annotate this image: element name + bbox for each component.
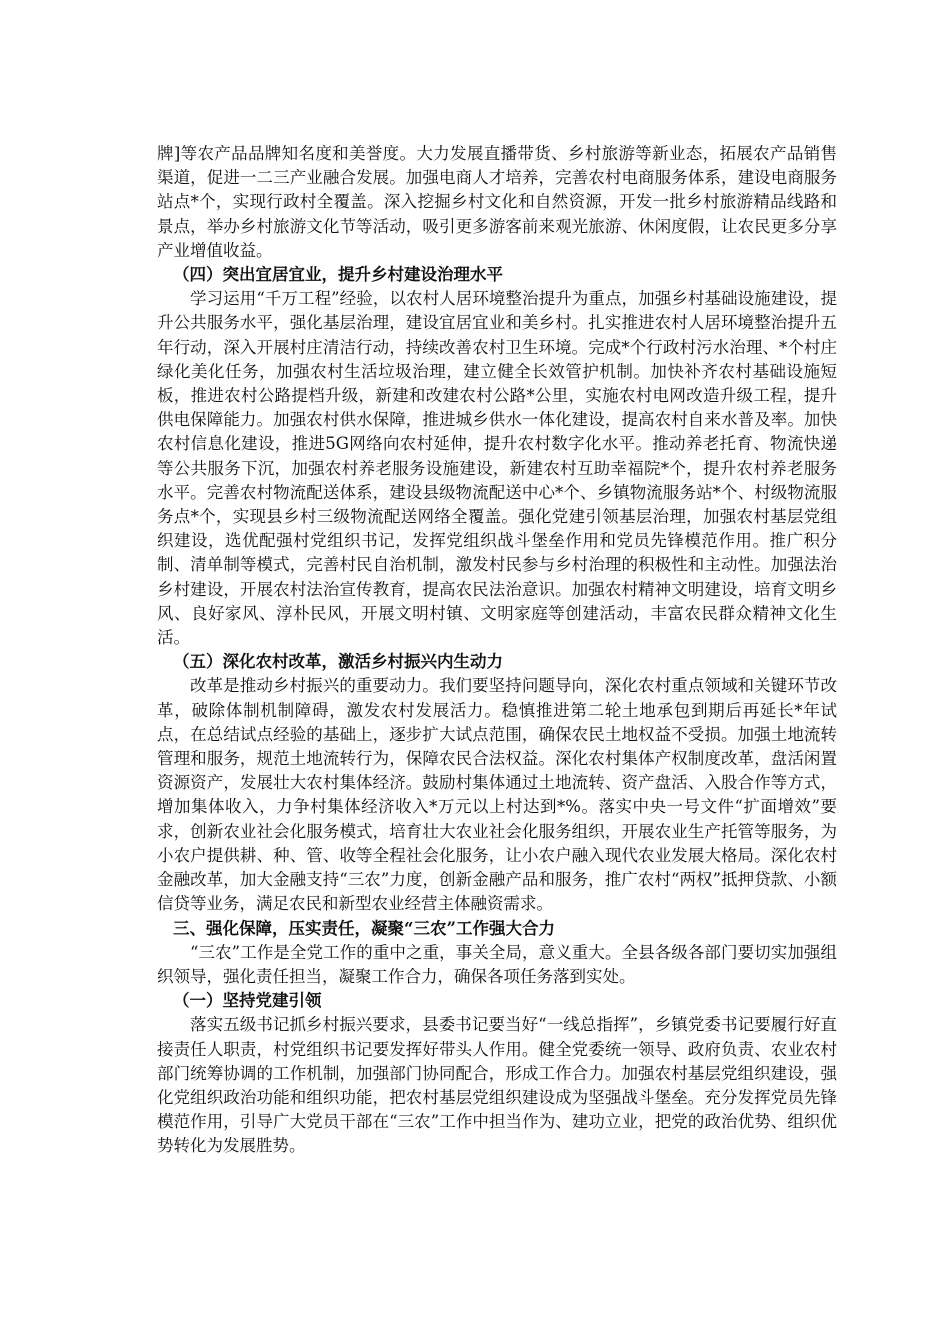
subsection-heading-4: （四）突出宜居宜业，提升乡村建设治理水平 [173, 265, 503, 285]
body-paragraph-continued: 牌]等农产品品牌知名度和美誉度。大力发展直播带货、乡村旅游等新业态，拓展农产品销售渠道，促进一二三产业融合发展。加强电商人才培养，完善农村电商服务体系，建设电商服务站点*个，实现行政村全覆盖。深入挖掘乡村文化和自然资源，开发一批乡村旅游精品线路和景点，举办乡村旅游文化节等活动，吸引更多游客前来观光旅游、休闲度假，让农民更多分享产业增值收益。 [157, 144, 837, 260]
section-heading-3: 三、强化保障，压实责任，凝聚“三农”工作强大合力 [173, 918, 555, 938]
subsection-heading-1: （一）坚持党建引领 [173, 991, 322, 1011]
body-paragraph: 学习运用“千万工程”经验，以农村人居环境整治提升为重点，加强乡村基础设施建设，提升公共服务水平，强化基层治理，建设宜居宜业和美乡村。扎实推进农村人居环境整治提升五年行动，深入开展村庄清洁行动，持续改善农村卫生环境。完成*个行政村污水治理、*个村庄绿化美化任务，加强农村生活垃圾治理，建立健全长效管护机制。加快补齐农村基础设施短板，推进农村公路提档升级，新建和改建农村公路*公里，实施农村电网改造升级工程，提升供电保障能力。加强农村供水保障，推进城乡供水一体化建设，提高农村自来水普及率。加快农村信息化建设，推进5G网络向农村延伸，提升农村数字化水平。推动养老托育、物流快递等公共服务下沉，加强农村养老服务设施建设，新建农村互助幸福院*个，提升农村养老服务水平。完善农村物流配送体系，建设县级物流配送中心*个、乡镇物流服务站*个、村级物流服务点*个，实现县乡村三级物流配送网络全覆盖。强化党建引领基层治理，加强农村基层党组织建设，选优配强村党组织书记，发挥党组织战斗堡垒作用和党员先锋模范作用。推广积分制、清单制等模式，完善村民自治机制，激发村民参与乡村治理的积极性和主动性。加强法治乡村建设，开展农村法治宣传教育，提高农民法治意识。加强农村精神文明建设，培育文明乡风、良好家风、淳朴民风，开展文明村镇、文明家庭等创建活动，丰富农民群众精神文化生活。 [157, 289, 837, 648]
subsection-heading-5: （五）深化农村改革，激活乡村振兴内生动力 [173, 652, 503, 672]
document-page [157, 142, 837, 1159]
body-paragraph: 改革是推动乡村振兴的重要动力。我们要坚持问题导向，深化农村重点领域和关键环节改革，破除体制机制障碍，激发农村发展活力。稳慎推进第二轮土地承包到期后再延长*年试点，在总结试点经验的基础上，逐步扩大试点范围，确保农民土地权益不受损。加强土地流转管理和服务，规范土地流转行为，保障农民合法权益。深化农村集体产权制度改革，盘活闲置资源资产，发展壮大农村集体经济。鼓励村集体通过土地流转、资产盘活、入股合作等方式，增加集体收入，力争村集体经济收入*万元以上村达到*%。落实中央一号文件“扩面增效”要求，创新农业社会化服务模式，培育壮大农业社会化服务组织，开展农业生产托管等服务，为小农户提供耕、种、管、收等全程社会化服务，让小农户融入现代农业发展大格局。深化农村金融改革，加大金融支持“三农”力度，创新金融产品和服务，推广农村“两权”抵押贷款、小额信贷等业务，满足农民和新型农业经营主体融资需求。 [157, 676, 837, 914]
body-paragraph: 落实五级书记抓乡村振兴要求，县委书记要当好“一线总指挥”，乡镇党委书记要履行好直接责任人职责，村党组织书记要发挥好带头人作用。健全党委统一领导、政府负责、农业农村部门统筹协调的工作机制，加强部门协同配合，形成工作合力。加强农村基层党组织建设，强化党组织政治功能和组织功能，把农村基层党组织建设成为坚强战斗堡垒。充分发挥党员先锋模范作用，引导广大党员干部在“三农”工作中担当作为、建功立业，把党的政治优势、组织优势转化为发展胜势。 [157, 1015, 837, 1156]
body-paragraph: “三农”工作是全党工作的重中之重，事关全局，意义重大。全县各级各部门要切实加强组织领导，强化责任担当，凝聚工作合力，确保各项任务落到实处。 [157, 942, 837, 986]
